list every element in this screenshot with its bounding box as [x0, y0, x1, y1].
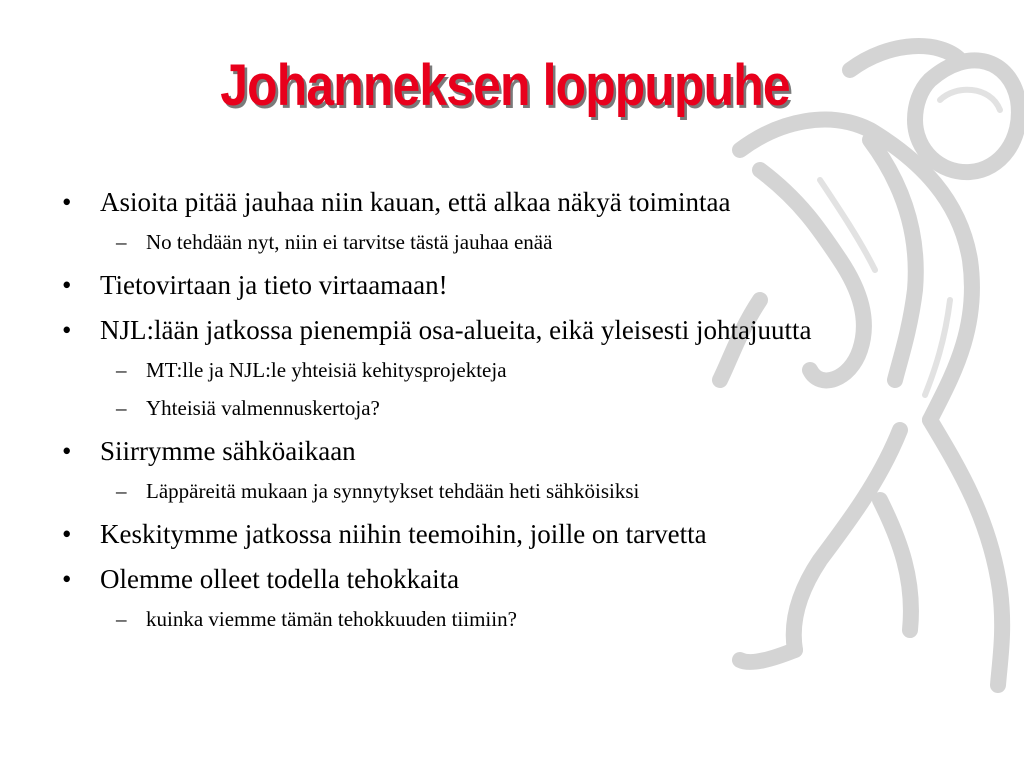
bullet-icon: • [62, 187, 72, 217]
bullet-text: Tietovirtaan ja tieto virtaamaan! [100, 270, 448, 300]
sub-bullet-text: MT:lle ja NJL:le yhteisiä kehitysprojekteja [146, 358, 507, 382]
dash-icon: – [116, 607, 127, 631]
sub-bullet-text: kuinka viemme tämän tehokkuuden tiimiin? [146, 607, 517, 631]
list-item [0, 180, 1000, 225]
bullet-icon: • [62, 564, 72, 594]
dash-icon: – [116, 358, 127, 382]
list-item [0, 557, 1000, 602]
sub-list-item [0, 353, 1000, 391]
bullet-icon: • [62, 436, 72, 466]
bullet-text: Asioita pitää jauhaa niin kauan, että alkaa näkyä toimintaa [100, 187, 731, 217]
sub-bullet-text: Läppäreitä mukaan ja synnytykset tehdään heti sähköisiksi [146, 479, 640, 503]
bullet-icon: • [62, 315, 72, 345]
bullet-icon: • [62, 519, 72, 549]
bullet-text: Siirrymme sähköaikaan [100, 436, 356, 466]
bullet-text: Keskitymme jatkossa niihin teemoihin, joille on tarvetta [100, 519, 707, 549]
sub-list-item [0, 225, 1000, 263]
list-item [0, 512, 1000, 557]
sub-bullet-text: Yhteisiä valmennuskertoja? [146, 396, 380, 420]
dash-icon: – [116, 230, 127, 254]
dash-icon: – [116, 396, 127, 420]
list-item [0, 429, 1000, 474]
sub-list-item [0, 474, 1000, 512]
bullet-icon: • [62, 270, 72, 300]
bullet-text: NJL:lään jatkossa pienempiä osa-alueita, eikä yleisesti johtajuutta [100, 315, 812, 345]
bullet-list [0, 180, 1000, 640]
sub-list-item [0, 391, 1000, 429]
dash-icon: – [116, 479, 127, 503]
bullet-text: Olemme olleet todella tehokkaita [100, 564, 460, 594]
list-item [0, 263, 1000, 308]
sub-bullet-text: No tehdään nyt, niin ei tarvitse tästä jauhaa enää [146, 230, 553, 254]
sub-list-item [0, 602, 1000, 640]
list-item [0, 308, 1000, 353]
page-title: Johanneksen loppupuhe [220, 53, 790, 118]
